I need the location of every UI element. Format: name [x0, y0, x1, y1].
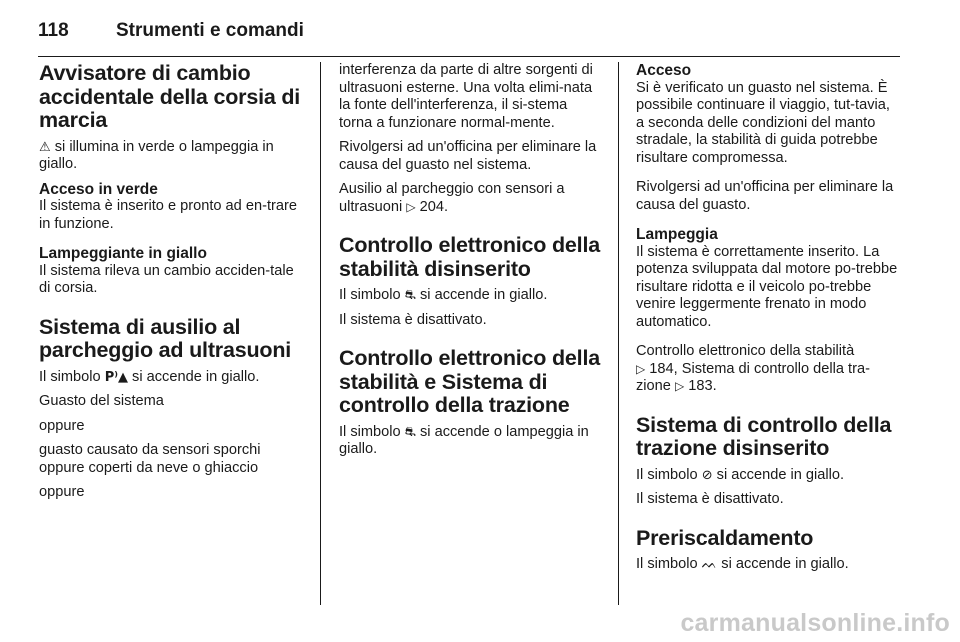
- traction-control-off-icon: ⊘: [701, 467, 713, 483]
- paragraph: [339, 181, 601, 216]
- paragraph: Il sistema è inserito e pronto ad en-trare in funzione.: [39, 198, 297, 232]
- paragraph: Rivolgersi ad un'officina per eliminare la causa del guasto nel sistema.: [339, 139, 597, 173]
- section-esc-tc: [339, 347, 601, 459]
- paragraph: Rivolgersi ad un'officina per eliminare la causa del guasto.: [636, 179, 894, 213]
- paragraph: Il sistema rileva un cambio acciden-tale di corsia.: [39, 262, 294, 296]
- text: Il simbolo: [339, 287, 401, 303]
- paragraph: [39, 369, 301, 387]
- paragraph: [636, 556, 898, 574]
- text: Ausilio al parcheggio con sensori a ultrasuoni: [339, 181, 565, 215]
- page-reference[interactable]: 204.: [419, 198, 449, 215]
- subsection-title: Acceso: [636, 62, 692, 79]
- text: si illumina in verde o lampeggia in giallo.: [39, 138, 274, 172]
- lane-warning-icon: ⚠: [39, 139, 51, 155]
- section-title: Controllo elettronico della stabilità e Sistema di controllo della trazione: [339, 346, 600, 417]
- paragraph: [636, 343, 898, 396]
- section-title: Sistema di ausilio al parcheggio ad ultrasuoni: [39, 314, 292, 362]
- section-title: Controllo elettronico della stabilità disinserito: [339, 233, 600, 281]
- section-tc-off: [636, 414, 898, 509]
- paragraph: [636, 467, 898, 485]
- text: si accende in giallo.: [420, 287, 548, 303]
- subsection: [39, 245, 301, 298]
- glow-plug-icon: ᨓ: [701, 557, 718, 572]
- esc-icon: ⛐: [404, 424, 416, 440]
- esc-off-icon: ⛐: [404, 288, 416, 303]
- section-title: Avvisatore di cambio accidentale della corsia di marcia: [39, 61, 301, 132]
- column-2: [339, 62, 601, 466]
- paragraph: [339, 287, 601, 305]
- section-parking-assist: [39, 316, 301, 502]
- section-title: Preriscaldamento: [636, 525, 814, 550]
- section-lane-departure: [39, 62, 301, 298]
- paragraph: Guasto del sistema: [39, 393, 164, 409]
- text: si accende in giallo.: [716, 466, 845, 483]
- paragraph: Si è verificato un guasto nel sistema. È possibile continuare il viaggio, tut-tavia, a seconda delle condizioni del manto stradale, la stabilità di guida potrebbe risultare compromessa.: [636, 79, 890, 166]
- paragraph: Il sistema è disattivato.: [636, 491, 784, 507]
- section-preheating: [636, 527, 898, 574]
- paragraph: Il sistema è correttamente inserito. La potenza sviluppata dal motore po-trebbe risultare ridotta e il veicolo po-trebbe venire leggermente frenato in modo automatico.: [636, 243, 898, 330]
- paragraph: interferenza da parte di altre sorgenti di ultrasuoni esterne. Una volta elimi-nata la fonte dell'interferenza, il si-stema torna a funzionare normal-mente.: [339, 62, 593, 131]
- text: Il simbolo: [636, 466, 698, 483]
- text: Il simbolo: [339, 423, 401, 440]
- page-reference-arrow-icon: ▷: [636, 361, 646, 376]
- subsection-title: Lampeggia: [636, 226, 718, 243]
- page-number: 118: [38, 20, 69, 41]
- watermark: carmanualsonline.info: [680, 609, 950, 637]
- subsection: [636, 62, 898, 167]
- page-reference[interactable]: 184, Sistema di controllo della tra-zione: [636, 360, 870, 394]
- paragraph: Il sistema è disattivato.: [339, 311, 487, 328]
- section-title: Sistema di controllo della trazione disinserito: [636, 412, 892, 460]
- text: Il simbolo: [636, 556, 698, 572]
- column-1: [39, 62, 301, 509]
- page-reference-arrow-icon: ▷: [674, 379, 685, 393]
- paragraph: [39, 139, 301, 174]
- paragraph: oppure: [39, 484, 85, 500]
- text: si accende in giallo.: [721, 556, 849, 572]
- text: Controllo elettronico della stabilità: [636, 343, 855, 359]
- column-3: [636, 62, 898, 581]
- paragraph: [339, 424, 601, 459]
- page-header: [38, 10, 900, 57]
- page-title: Strumenti e comandi: [116, 20, 304, 41]
- subsection: [39, 181, 301, 234]
- subsection-title: Lampeggiante in giallo: [39, 245, 207, 262]
- text: Il simbolo: [39, 368, 101, 385]
- text: si accende in giallo.: [132, 368, 260, 385]
- page-reference[interactable]: 183.: [688, 378, 717, 394]
- subsection: [636, 226, 898, 331]
- column-divider: [320, 62, 321, 605]
- paragraph: guasto causato da sensori sporchi oppure coperti da neve o ghiaccio: [39, 442, 261, 476]
- column-divider: [618, 62, 619, 605]
- subsection-title: Acceso in verde: [39, 180, 158, 198]
- paragraph: oppure: [39, 417, 85, 434]
- page-reference-arrow-icon: ▷: [406, 199, 416, 214]
- parking-sensor-icon: P⁾▲: [104, 369, 128, 385]
- text: si accende o lampeggia in giallo.: [339, 423, 589, 457]
- section-esc-off: [339, 234, 601, 329]
